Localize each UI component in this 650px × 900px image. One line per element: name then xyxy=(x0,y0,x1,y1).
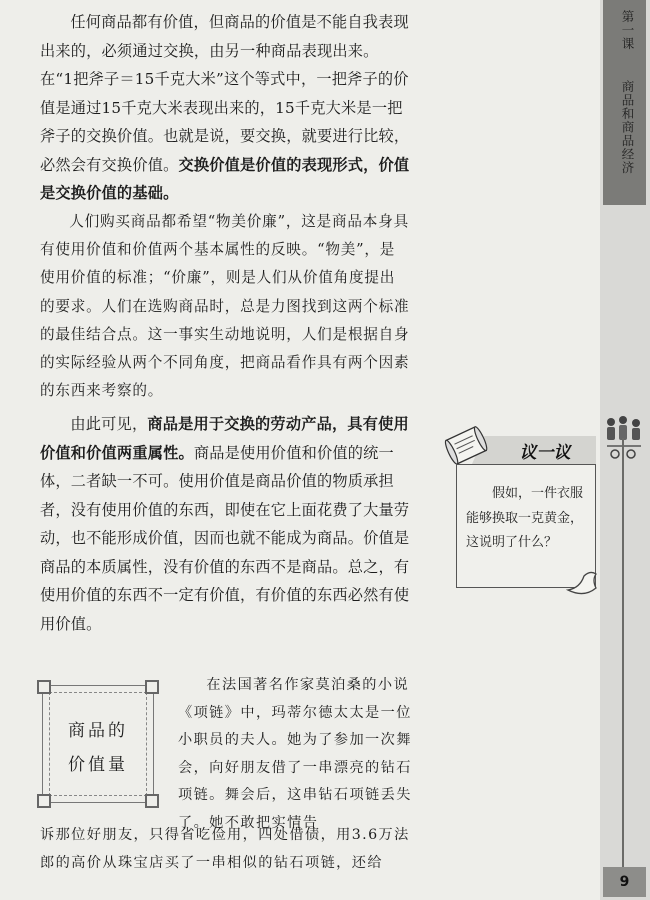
lesson-title: 商品和商品经济 xyxy=(620,80,635,175)
corner-ornament xyxy=(37,680,51,694)
paragraph-quality-price: 人们购买商品都希望“物美价廉”，这是商品本身具有使用价值和价值两个基本属性的反映。“物美”，是使用价值的标准；“价廉”，则是人们从价值角度提出的要求。人们在选购商品时，总是力图找到这两个标准的最佳结合点。这一事实生动地说明，人们是根据自身的实际经验从两个不同角度，把商品看作具有两个因素的东西来考察的。 xyxy=(40,213,410,400)
people-icon xyxy=(603,412,645,464)
corner-ornament xyxy=(145,794,159,808)
section-title-line: 商品的 xyxy=(68,721,128,741)
paragraph-text: 商品是使用价值和价值的统一体，二者缺一不可。使用价值是商品价值的物质承担者，没有使用价值的东西，即使在它上面花费了大量劳动，也不能形成价值，因而也就不能成为商品。价值是商品的本质属性，没有价值的东西不是商品。总之，有使用价值的东西不一定有价值，有价值的东西必然有使用价值。 xyxy=(40,443,410,633)
paragraph-text: 任何商品都有价值，但商品的价值是不能自我表现出来的，必须通过交换，由另一种商品表现出来。在“1把斧子＝15千克大米”这个等式中，一把斧子的价值是通过15千克大米表现出来的，15千克大米是一把斧子的交换价值。也就是说，要交换，就要进行比较，必然会有交换价值。 xyxy=(40,13,410,174)
discuss-title: 议一议 xyxy=(519,443,571,463)
story-paragraph-continued: 诉那位好朋友，只得省吃俭用，四处借债，用3.6万法郎的高价从珠宝店买了一串相似的钻石项链，还给 xyxy=(40,827,410,871)
section-title xyxy=(60,714,136,782)
lesson-number: 第一课 xyxy=(620,10,635,51)
paragraph-two-attributes xyxy=(40,410,410,638)
key-statement: 商品是用于交换的劳动产品，具有使用价值和价值两重属性。 xyxy=(40,415,409,462)
paragraph-text: 由此可见， xyxy=(70,415,148,433)
paragraph-exchange-value xyxy=(40,8,410,208)
section-title-line: 价值量 xyxy=(68,755,128,775)
corner-ornament xyxy=(37,794,51,808)
page-curl-icon xyxy=(566,566,600,600)
story-text: 在法国著名作家莫泊桑的小说《项链》中，玛蒂尔德太太是一位小职员的夫人。她为了参加一次舞会，向好朋友借了一串漂亮的钻石项链。舞会后，这串钻石项链丢失了。她不敢把实情告 xyxy=(178,677,412,831)
margin-rule xyxy=(622,438,624,868)
corner-ornament xyxy=(145,680,159,694)
page-number: 9 xyxy=(603,867,646,897)
discuss-question: 假如，一件衣服能够换取一克黄金，这说明了什么？ xyxy=(466,486,584,550)
key-statement: 交换价值是价值的表现形式，价值是交换价值的基础。 xyxy=(40,155,410,202)
story-paragraph xyxy=(178,672,418,838)
